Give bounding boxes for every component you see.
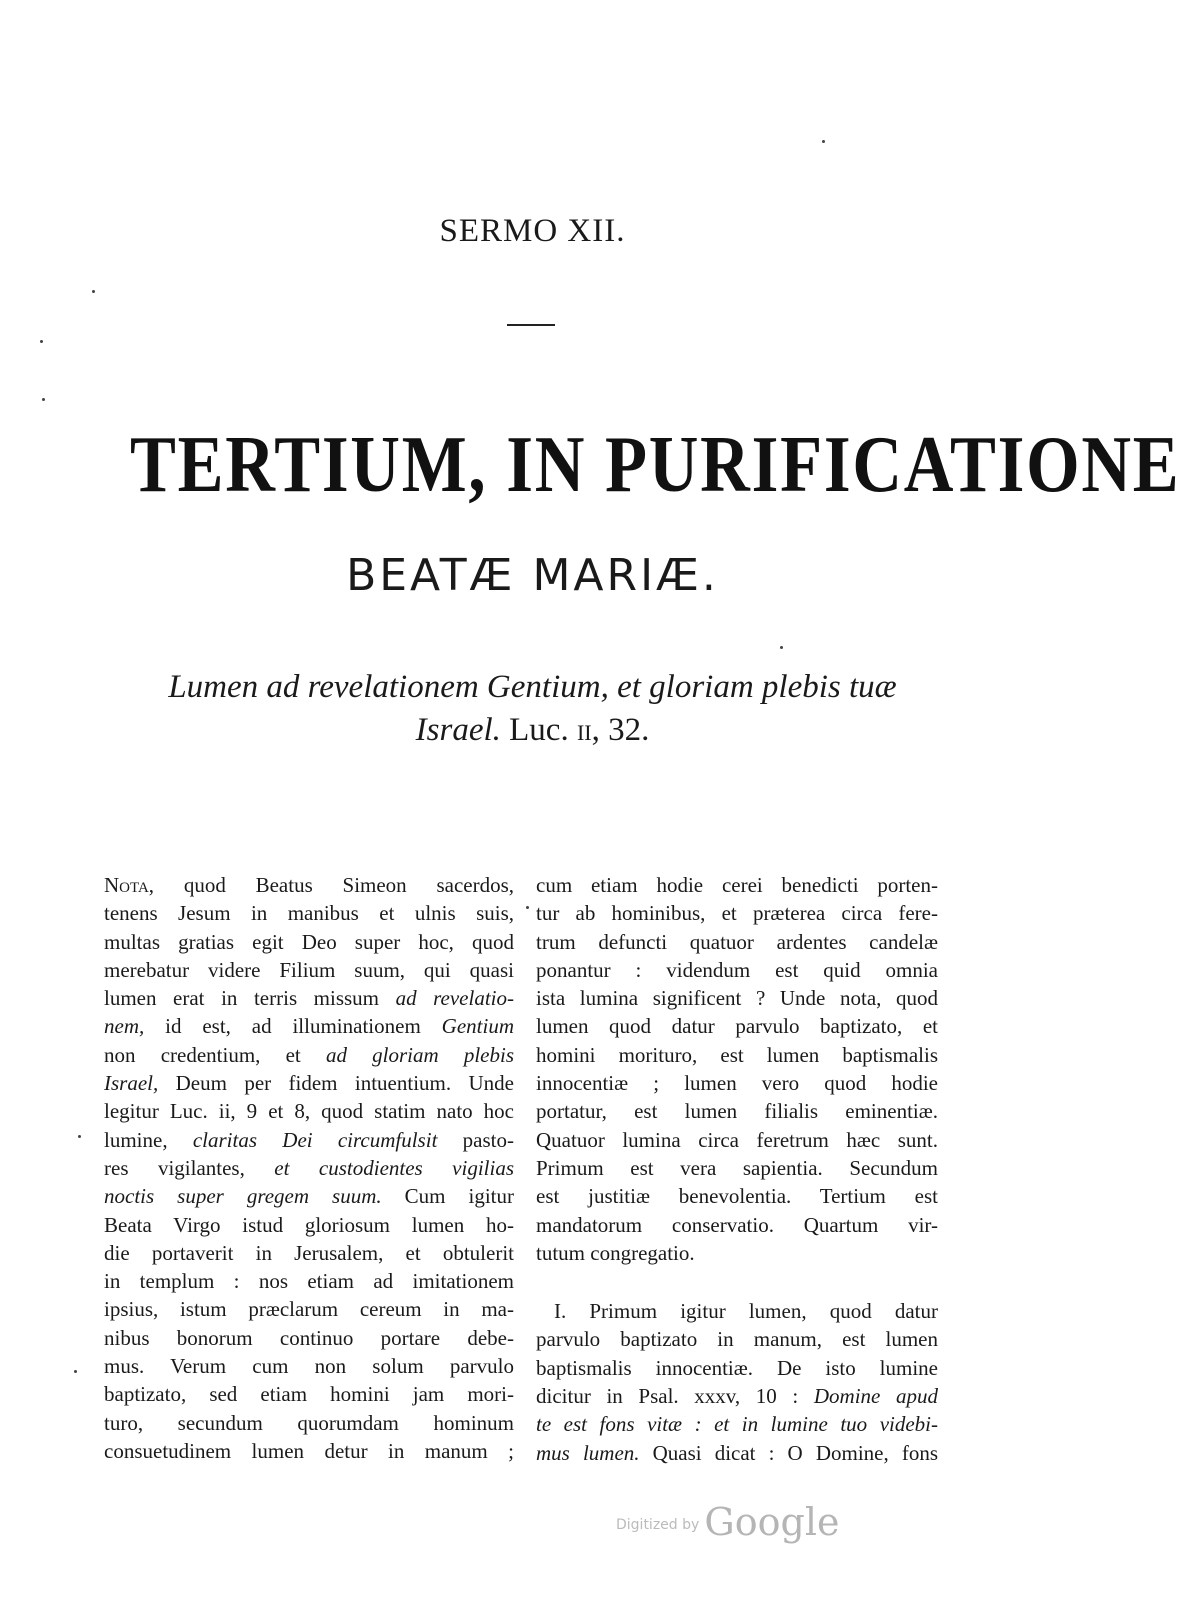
google-watermark [616, 1500, 839, 1544]
scan-speck [40, 340, 43, 343]
text-line: tutum congregatio. [536, 1240, 695, 1265]
text-line: Beata Virgo istud gloriosum lumen ho- [104, 1212, 514, 1237]
text-line: turo, secundum quorumdam hominum [104, 1410, 514, 1435]
text-line: nibus bonorum continuo portare debe- [104, 1325, 514, 1350]
text-line [104, 1182, 514, 1210]
text-line: Primum est vera sapientia. Secundum [536, 1155, 938, 1180]
text-line: homini morituro, est lumen baptismalis [536, 1042, 938, 1067]
text-span: , quod Beatus Simeon sacerdos, [148, 873, 514, 897]
text-line: legitur Luc. ii, 9 et 8, quod statim nato hoc [104, 1099, 514, 1124]
title-line-1: TERTIUM, IN PURIFICATIONE [130, 421, 1180, 509]
text-span: Quasi dicat : O Domine, fons [639, 1440, 938, 1465]
google-logo: Google [704, 1500, 840, 1544]
text-line: in templum : nos etiam ad imitationem [104, 1269, 514, 1294]
scan-speck [42, 398, 45, 401]
scan-speck [92, 290, 95, 293]
text-line: portatur, est lumen filialis eminentiæ. [536, 1099, 938, 1124]
text-line [536, 1439, 938, 1467]
text-span: Deum per fidem intuentium. Unde [158, 1071, 514, 1096]
text-line: ista lumina significent ? Unde nota, quod [536, 986, 938, 1011]
text-span: Cum igitur [381, 1184, 514, 1209]
text-span-italic: noctis super gregem suum. [104, 1184, 382, 1209]
scan-speck [526, 906, 529, 909]
text-line: te est fons vitæ : et in lumine tuo videbi- [536, 1412, 938, 1437]
text-span: res vigilantes, [104, 1155, 275, 1180]
text-line [104, 1012, 514, 1040]
text-line: trum defuncti quatuor ardentes candelæ [536, 929, 938, 954]
text-span: pasto- [437, 1127, 514, 1152]
scan-speck [74, 1370, 77, 1373]
text-span: non credentium, et [104, 1042, 326, 1067]
text-line: lumen quod datur parvulo baptizato, et [536, 1014, 938, 1039]
epigraph [100, 666, 965, 754]
right-column [536, 871, 938, 1467]
text-line [104, 871, 514, 899]
title-line-2: BEATÆ MARIÆ. [346, 550, 719, 601]
epigraph-ref-b: II [576, 720, 592, 745]
text-line [104, 1154, 514, 1182]
text-line: baptizato, sed etiam homini jam mori- [104, 1382, 514, 1407]
text-span-italic: nem, [104, 1014, 145, 1039]
text-line [536, 1382, 938, 1410]
epigraph-ref-c: , 32. [591, 712, 650, 748]
text-line [104, 1041, 514, 1069]
text-line: multas gratias egit Deo super hoc, quod [104, 929, 514, 954]
scan-speck [822, 140, 825, 143]
digitized-label: Digitized by [616, 1517, 700, 1533]
text-span-italic: ad gloriam plebis [325, 1042, 514, 1067]
text-line: cum etiam hodie cerei benedicti porten- [536, 873, 938, 897]
text-line: ipsius, istum præclarum cereum in ma- [104, 1297, 514, 1322]
text-line: mus. Verum cum non solum parvulo [104, 1354, 514, 1379]
left-column [104, 871, 514, 1465]
text-line: innocentiæ ; lumen vero quod hodie [536, 1071, 938, 1096]
text-line: parvulo baptizato in manum, est lumen [536, 1327, 938, 1352]
epigraph-text-1: Lumen ad revelationem Gentium, et gloriam plebis tuæ [168, 669, 897, 705]
text-span: lumine, [104, 1127, 193, 1152]
text-line: est justitiæ benevolentia. Tertium est [536, 1184, 938, 1209]
epigraph-ref-a: Luc. [500, 712, 577, 748]
text-span-italic: Israel, [104, 1071, 159, 1096]
text-line: mandatorum conservatio. Quartum vir- [536, 1212, 938, 1237]
text-span: id est, ad illuminationem [144, 1014, 442, 1039]
text-span-italic: et custodientes vigilias [274, 1155, 514, 1180]
nota-word: Nota [104, 873, 149, 897]
scan-speck [78, 1135, 81, 1138]
text-span: dicitur in Psal. xxxv, 10 : [536, 1384, 814, 1409]
text-line: consuetudinem lumen detur in manum ; [104, 1438, 514, 1463]
text-line [104, 984, 514, 1012]
text-line: tenens Jesum in manibus et ulnis suis, [104, 901, 514, 926]
text-line: die portaverit in Jerusalem, et obtulerit [104, 1240, 514, 1265]
text-span-italic: ad revelatio- [395, 986, 514, 1011]
text-line: tur ab hominibus, et præterea circa fere- [536, 901, 938, 926]
text-line: I. Primum igitur lumen, quod datur [554, 1299, 938, 1324]
text-line [104, 1126, 514, 1154]
text-line: merebatur videre Filium suum, qui quasi [104, 957, 514, 982]
sermon-number: SERMO XII. [439, 213, 626, 249]
scan-speck [780, 646, 783, 649]
text-span: lumen erat in terris missum [104, 986, 396, 1011]
text-line: Quatuor lumina circa feretrum hæc sunt. [536, 1127, 938, 1152]
text-line: baptismalis innocentiæ. De isto lumine [536, 1355, 938, 1380]
text-span-italic: Domine apud [813, 1384, 938, 1409]
text-span-italic: mus lumen. [536, 1440, 640, 1465]
epigraph-text-2: Israel. [415, 712, 501, 748]
paragraph-gap [536, 1267, 938, 1297]
text-span-italic: claritas Dei circumfulsit [192, 1127, 438, 1152]
text-span-italic: Gentium [441, 1014, 514, 1039]
text-line: ponantur : videndum est quid omnia [536, 957, 938, 982]
divider-rule [507, 324, 555, 326]
text-line [104, 1069, 514, 1097]
